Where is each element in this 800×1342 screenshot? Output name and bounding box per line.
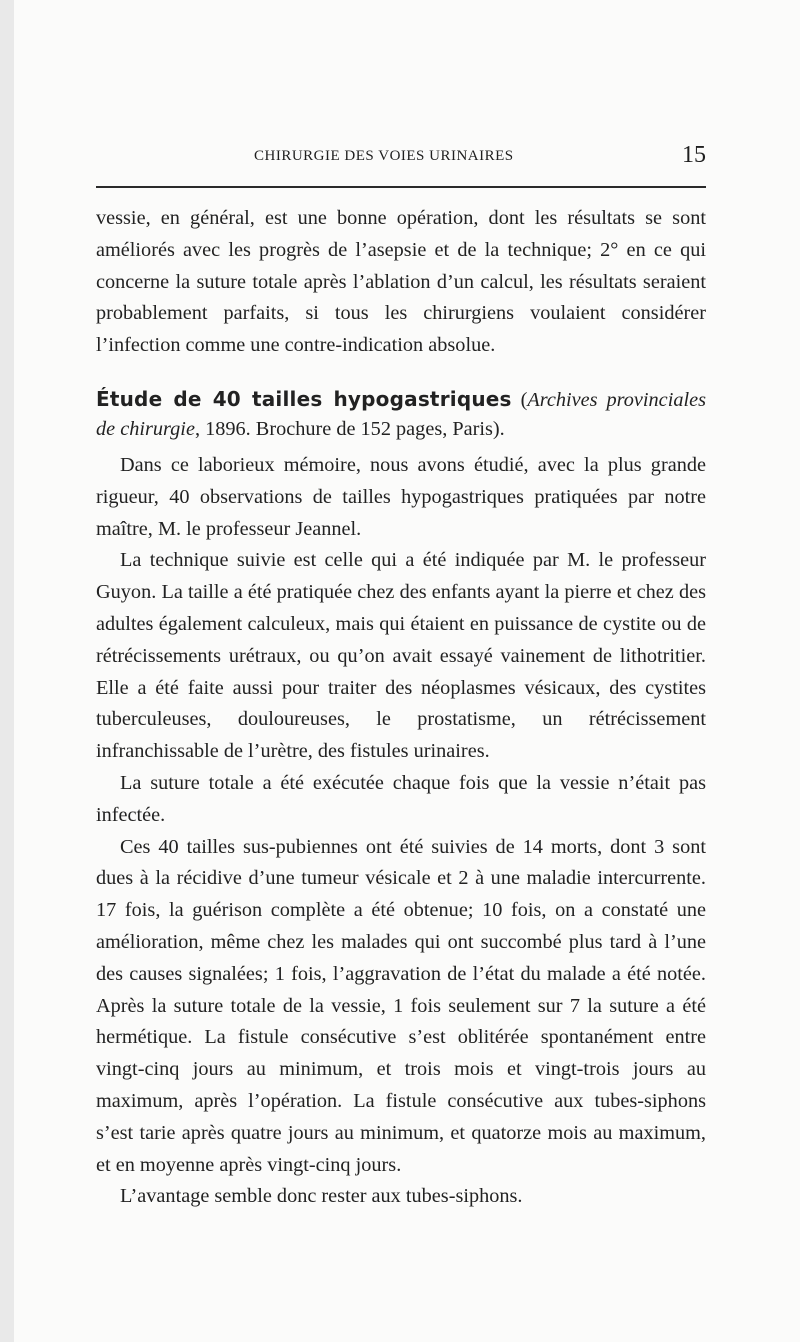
running-header <box>96 140 706 174</box>
paragraph: L’avantage semble donc rester aux tubes-siphons. <box>120 1185 523 1208</box>
header-rule <box>96 186 706 188</box>
page-number: 15 <box>682 142 706 168</box>
paragraph: Dans ce laborieux mémoire, nous avons étudié, avec la plus grande rigueur, 40 observations de tailles hypogastriques pratiquées par notre maître, M. le professeur Jeannel. <box>96 453 706 540</box>
page-body <box>96 203 706 1213</box>
section-source-journal: Archives provinciales de chirurgie <box>96 388 706 440</box>
paragraph: La technique suivie est celle qui a été indiquée par M. le professeur Guyon. La taille a été pratiquée chez des enfants ayant la pierre et chez des adultes également calculeux, mais qui étaient en puissance de cystite ou de rétrécissements urétraux, ou qu’on avait essayé vainement de lithotritier. Elle a été faite aussi pour traiter des néoplasmes vésicaux, des cystites tuberculeuses, douloureuses, le prostatisme, un rétrécissement infranchissable de l’urètre, des fistules urinaires. <box>96 549 706 763</box>
section-title: Étude de 40 tailles hypogastriques <box>96 386 512 411</box>
section-source-details: , 1896. Brochure de 152 pages, Paris). <box>194 417 505 440</box>
running-title: CHIRURGIE DES VOIES URINAIRES <box>254 148 514 164</box>
opening-paragraph: vessie, en général, est une bonne opération, dont les résultats se sont améliorés avec les progrès de l’asepsie et de la technique; 2° en ce qui concerne la suture totale après l’ablation d’un calcul, les résultats seraient probablement parfaits, si tous les chirurgiens voulaient considérer l’infection comme une contre-indication absolue. <box>96 207 706 357</box>
paragraph: La suture totale a été exécutée chaque fois que la vessie n’était pas infectée. <box>96 771 706 826</box>
paragraph: Ces 40 tailles sus-pubiennes ont été suivies de 14 morts, dont 3 sont dues à la récidive d’une tumeur vésicale et 2 à une maladie intercurrente. 17 fois, la guérison complète a été obtenue; 10 fois, on a constaté une amélioration, même chez les malades qui ont succombé plus tard à l’une des causes signalées; 1 fois, l’aggravation de l’état du malade a été notée. Après la suture totale de la vessie, 1 fois seulement sur 7 la suture a été hermétique. La fistule consécutive s’est oblitérée spontanément entre vingt-cinq jours au minimum, et trois mois et vingt-trois jours au maximum, après l’opération. La fistule consécutive aux tubes-siphons s’est tarie après quatre jours au minimum, et quatorze mois au maximum, et en moyenne après vingt-cinq jours. <box>96 835 706 1176</box>
scan-margin <box>0 0 14 1342</box>
section-heading: Étude de 40 tailles hypogastriques (Archives provinciales de chirurgie, 1896. Brochure de 152 pages, Paris). <box>96 386 706 440</box>
